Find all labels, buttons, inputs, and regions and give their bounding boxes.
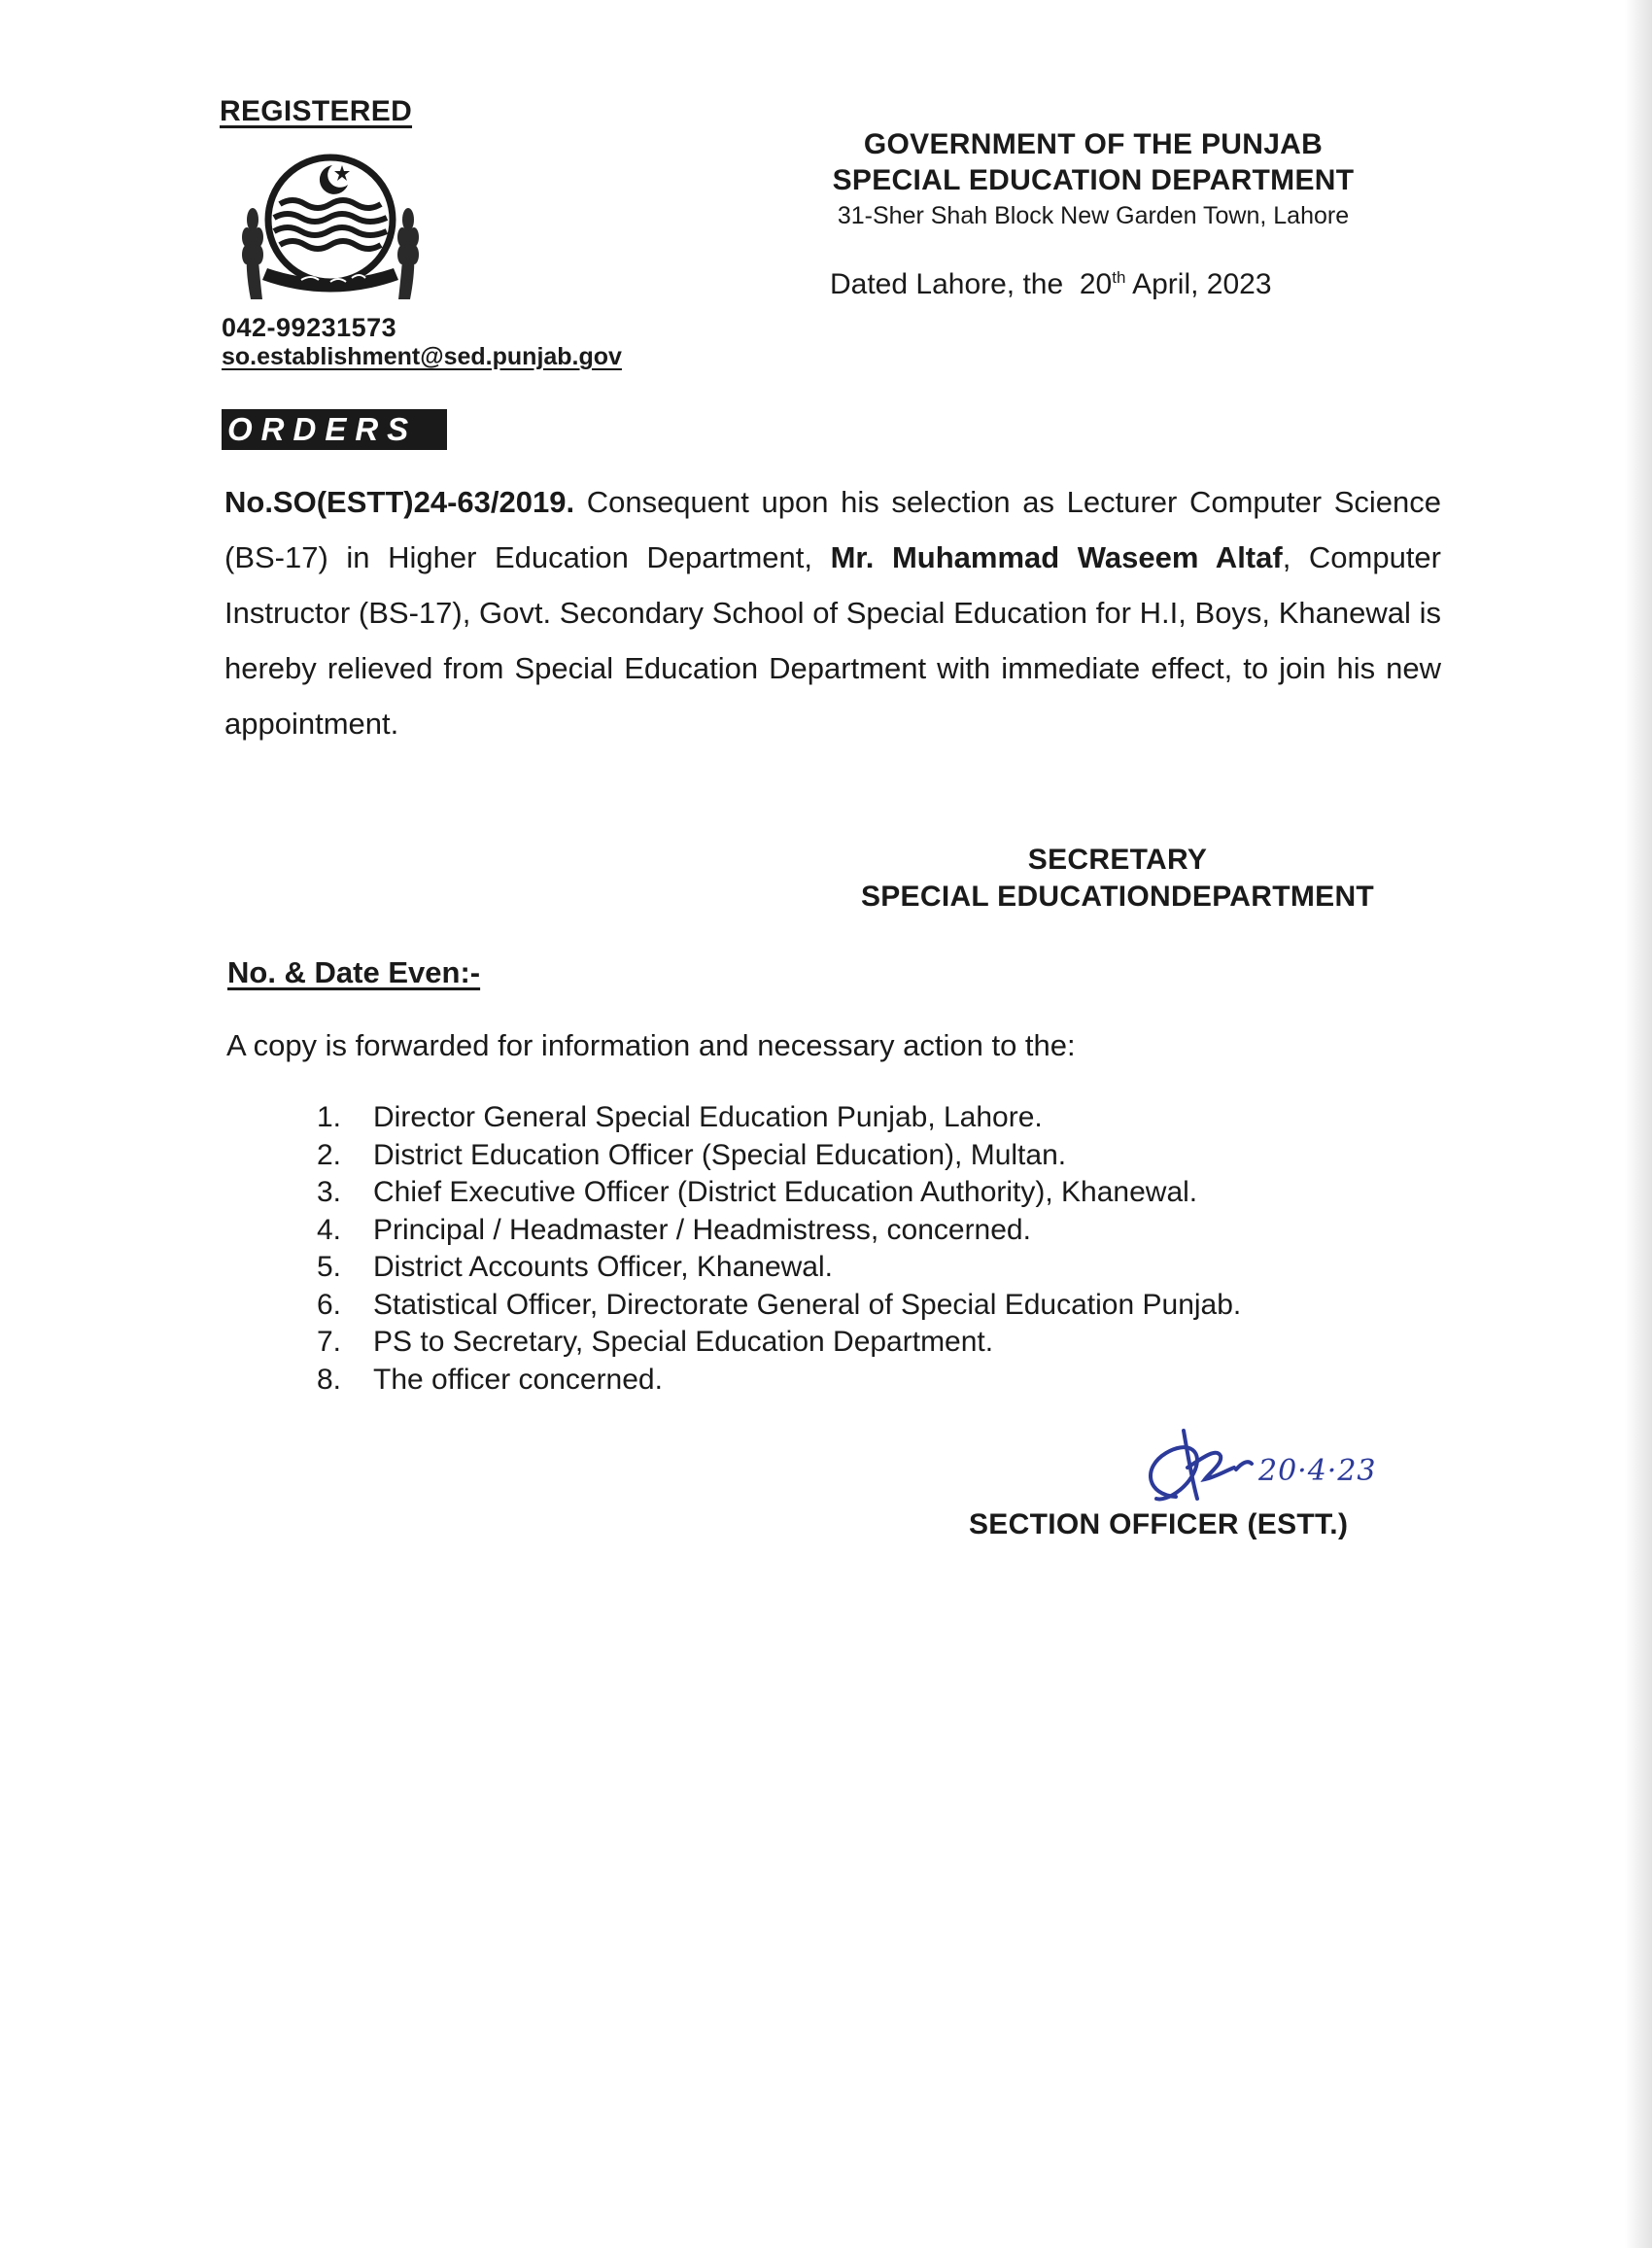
punjab-government-emblem-icon <box>233 144 428 309</box>
list-item: 3. Chief Executive Officer (District Education Authority), Khanewal. <box>317 1176 1198 1208</box>
dated-month-year: April, 2023 <box>1132 268 1272 300</box>
government-title: GOVERNMENT OF THE PUNJAB <box>863 128 1324 160</box>
order-text-part2: , Computer Instructor (BS-17), Govt. Secondary School of Special Education for H.I, Boys, Khanewal is hereby relieved from Special Education Department with immediate effect, to join his new appointment. <box>224 540 1441 741</box>
order-body-paragraph <box>224 474 1441 751</box>
signature-date: 20·4·23 <box>1258 1454 1377 1488</box>
department-address: 31-Sher Shah Block New Garden Town, Lahore <box>837 202 1350 229</box>
copy-forwarded-line: A copy is forwarded for information and necessary action to the: <box>226 1028 1076 1062</box>
dated-prefix: Dated Lahore, the <box>830 268 1064 300</box>
page-edge-shadow <box>1625 0 1652 2248</box>
department-header <box>768 126 1419 231</box>
section-officer-title: SECTION OFFICER (ESTT.) <box>969 1508 1349 1540</box>
email-link[interactable]: so.establishment@sed.punjab.gov <box>222 343 622 370</box>
list-item: 6. Statistical Officer, Directorate General of Special Education Punjab. <box>317 1288 1242 1321</box>
secretary-department: SPECIAL EDUCATIONDEPARTMENT <box>860 881 1375 913</box>
list-item: 5. District Accounts Officer, Khanewal. <box>317 1251 833 1283</box>
no-date-even-heading: No. & Date Even:- <box>227 955 481 989</box>
phone-number: 042-99231573 <box>222 313 397 342</box>
list-item: 2. District Education Officer (Special Education), Multan. <box>317 1138 1067 1171</box>
list-item: 1. Director General Special Education Punjab, Lahore. <box>317 1101 1043 1133</box>
dated-day-suffix: th <box>1112 268 1126 287</box>
order-number: No.SO(ESTT)24-63/2019. <box>224 485 575 519</box>
order-text-part1: Consequent upon his selection as Lecturer Computer Science (BS-17) in Higher Education Department, <box>224 485 1441 574</box>
list-item: 8. The officer concerned. <box>317 1363 663 1396</box>
secretary-block <box>816 842 1419 916</box>
distribution-list <box>317 1099 1241 1399</box>
department-title: SPECIAL EDUCATION DEPARTMENT <box>832 164 1355 196</box>
orders-heading: ORDERS <box>222 409 447 450</box>
list-item: 4. Principal / Headmaster / Headmistress, concerned. <box>317 1213 1031 1246</box>
officer-name: Mr. Muhammad Waseem Altaf <box>830 540 1283 574</box>
registered-label: REGISTERED <box>220 95 413 127</box>
dated-day: 20 <box>1079 268 1113 300</box>
secretary-title: SECRETARY <box>1027 844 1208 876</box>
list-item: 7. PS to Secretary, Special Education Department. <box>317 1326 994 1358</box>
dated-line <box>830 268 1272 301</box>
